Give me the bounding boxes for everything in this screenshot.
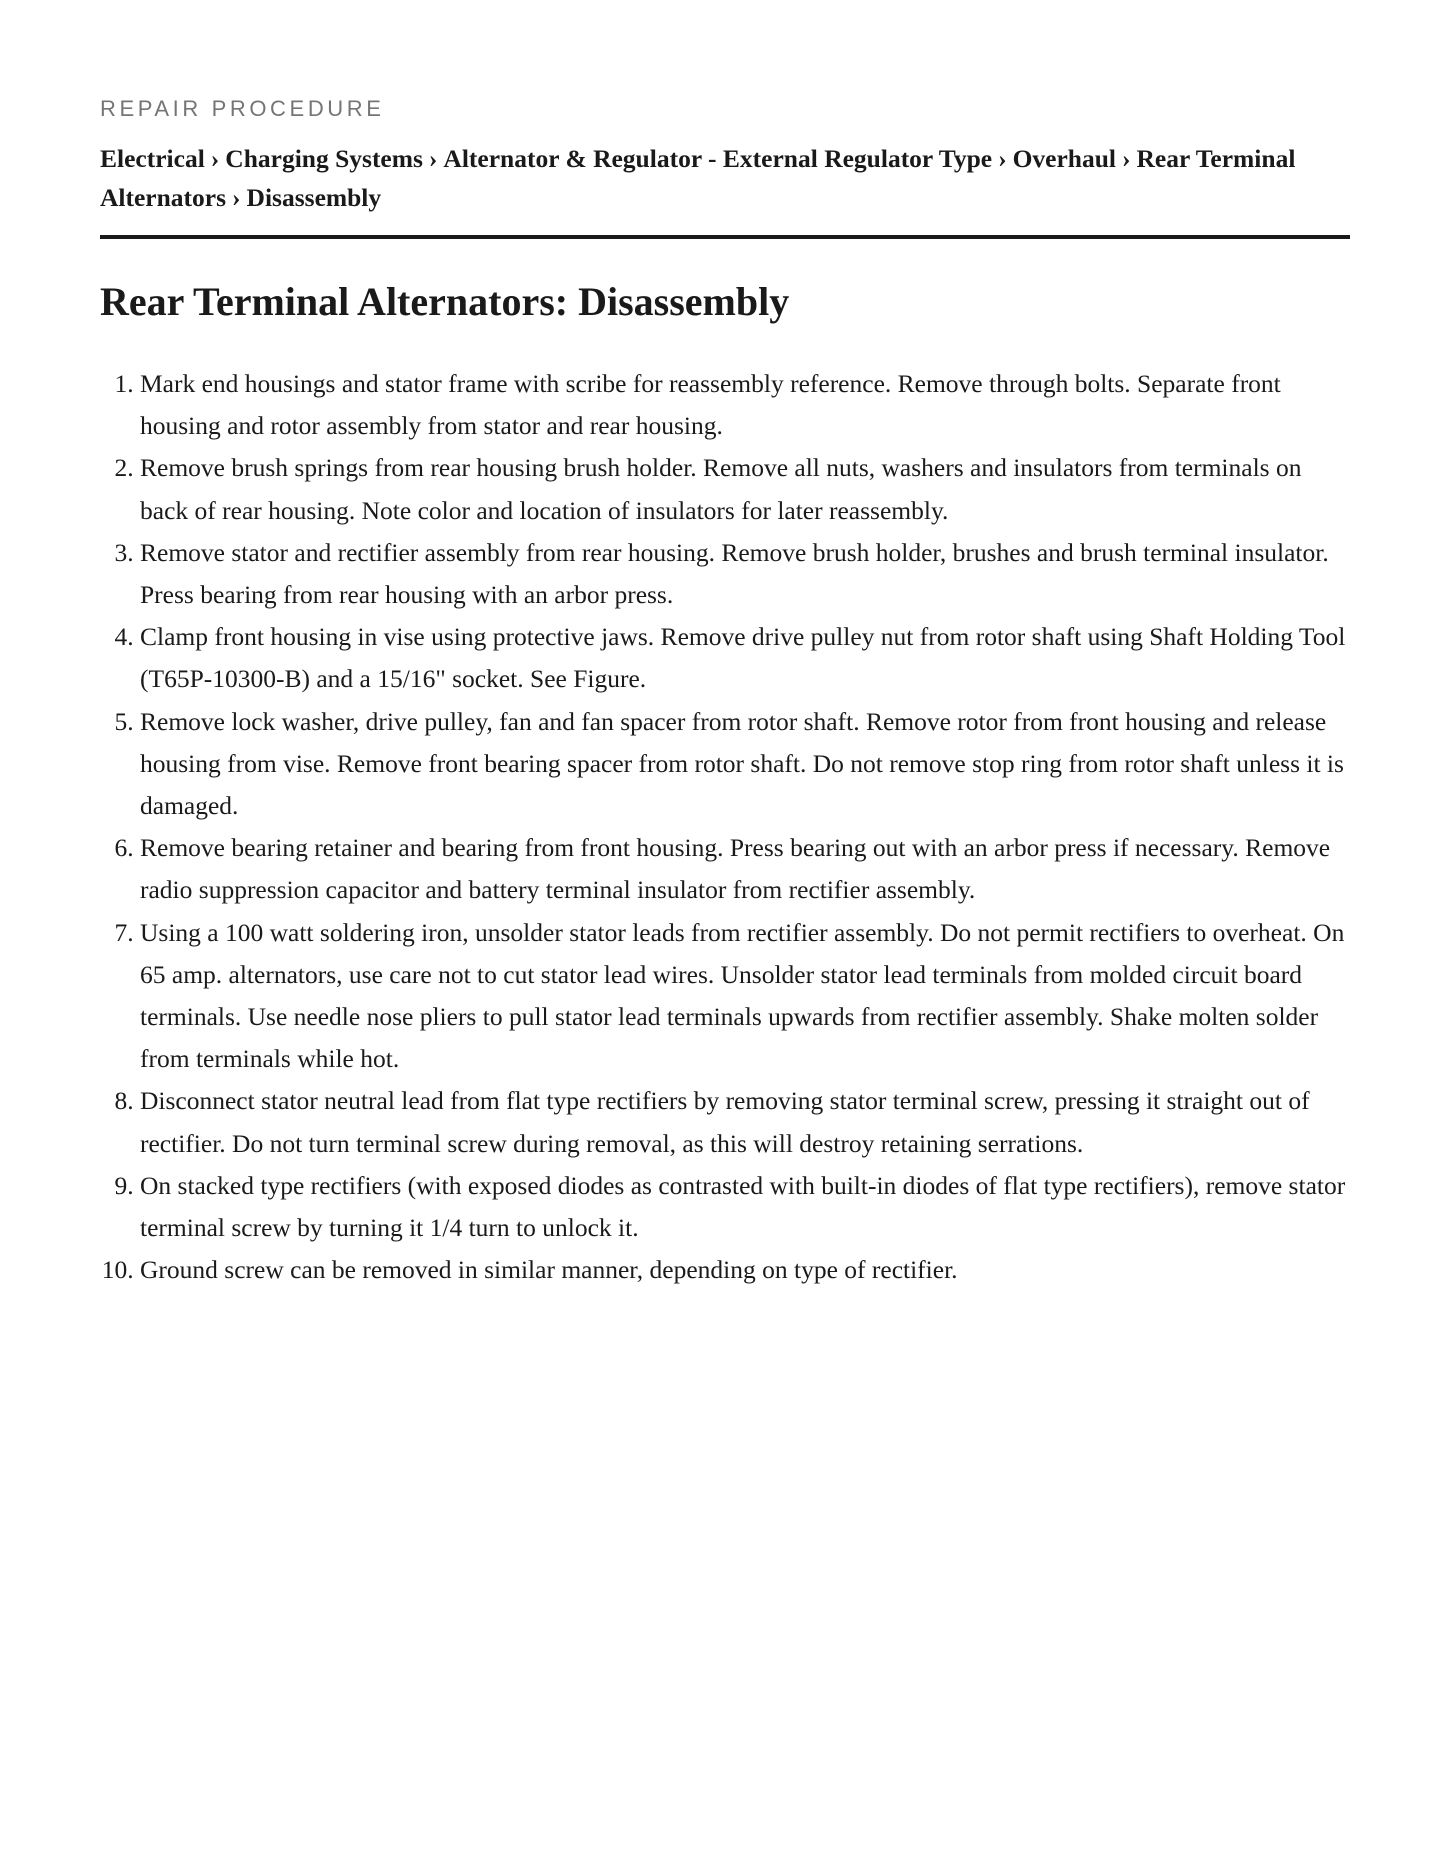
procedure-step: 1. Mark end housings and stator frame with scribe for reassembly reference. Remove through bolts. Separate front housing and rotor assembly from stator and rear housing. (140, 363, 1350, 447)
procedure-step: 6. Remove bearing retainer and bearing from front housing. Press bearing out with an arbor press if necessary. Remove radio suppression capacitor and battery terminal insulator from rectifier assembly. (140, 827, 1350, 911)
breadcrumb-item-electrical[interactable]: Electrical (100, 144, 205, 173)
procedure-step: 3. Remove stator and rectifier assembly from rear housing. Remove brush holder, brushes and brush terminal insulator. Press bearing from rear housing with an arbor press. (140, 532, 1350, 616)
breadcrumb-separator: › (998, 144, 1007, 173)
breadcrumb (100, 139, 1350, 217)
breadcrumb-separator: › (210, 144, 220, 173)
breadcrumb-item-overhaul[interactable]: Overhaul (1012, 144, 1116, 173)
procedure-steps-list (100, 363, 1350, 1291)
procedure-step: 5. Remove lock washer, drive pulley, fan and fan spacer from rotor shaft. Remove rotor from front housing and release housing from vise. Remove front bearing spacer from rotor shaft. Do not remove stop ring from rotor shaft unless it is damaged. (140, 701, 1350, 828)
procedure-step: 7. Using a 100 watt soldering iron, unsolder stator leads from rectifier assembly. Do not permit rectifiers to overheat. On 65 amp. alternators, use care not to cut stator lead wires. Unsolder stator lead terminals from molded circuit board terminals. Use needle nose pliers to pull stator lead terminals upwards from rectifier assembly. Shake molten solder from terminals while hot. (140, 912, 1350, 1081)
procedure-step: 8. Disconnect stator neutral lead from flat type rectifiers by removing stator terminal screw, pressing it straight out of rectifier. Do not turn terminal screw during removal, as this will destroy retaining serrations. (140, 1080, 1350, 1164)
procedure-step: 2. Remove brush springs from rear housing brush holder. Remove all nuts, washers and insulators from terminals on back of rear housing. Note color and location of insulators for later reassembly. (140, 447, 1350, 531)
breadcrumb-item-disassembly: Disassembly (246, 183, 382, 212)
breadcrumb-item-rear-terminal-alternators[interactable]: Rear Terminal Alternators (100, 144, 1296, 212)
breadcrumb-separator: › (428, 144, 438, 173)
breadcrumb-separator: › (232, 183, 241, 212)
section-eyebrow: REPAIR PROCEDURE (100, 96, 385, 121)
procedure-step: 4. Clamp front housing in vise using protective jaws. Remove drive pulley nut from rotor shaft using Shaft Holding Tool (T65P-10300-B) and a 15/16" socket. See Figure. (140, 616, 1350, 700)
header-divider (100, 235, 1350, 239)
breadcrumb-item-charging-systems[interactable]: Charging Systems (225, 144, 423, 173)
breadcrumb-separator: › (1122, 144, 1131, 173)
page-title: Rear Terminal Alternators: Disassembly (100, 279, 790, 324)
breadcrumb-item-alternator-regulator[interactable]: Alternator & Regulator - External Regulator Type (443, 144, 993, 173)
procedure-step: 10. Ground screw can be removed in similar manner, depending on type of rectifier. (140, 1249, 1350, 1291)
procedure-step: 9. On stacked type rectifiers (with exposed diodes as contrasted with built-in diodes of flat type rectifiers), remove stator terminal screw by turning it 1/4 turn to unlock it. (140, 1165, 1350, 1249)
